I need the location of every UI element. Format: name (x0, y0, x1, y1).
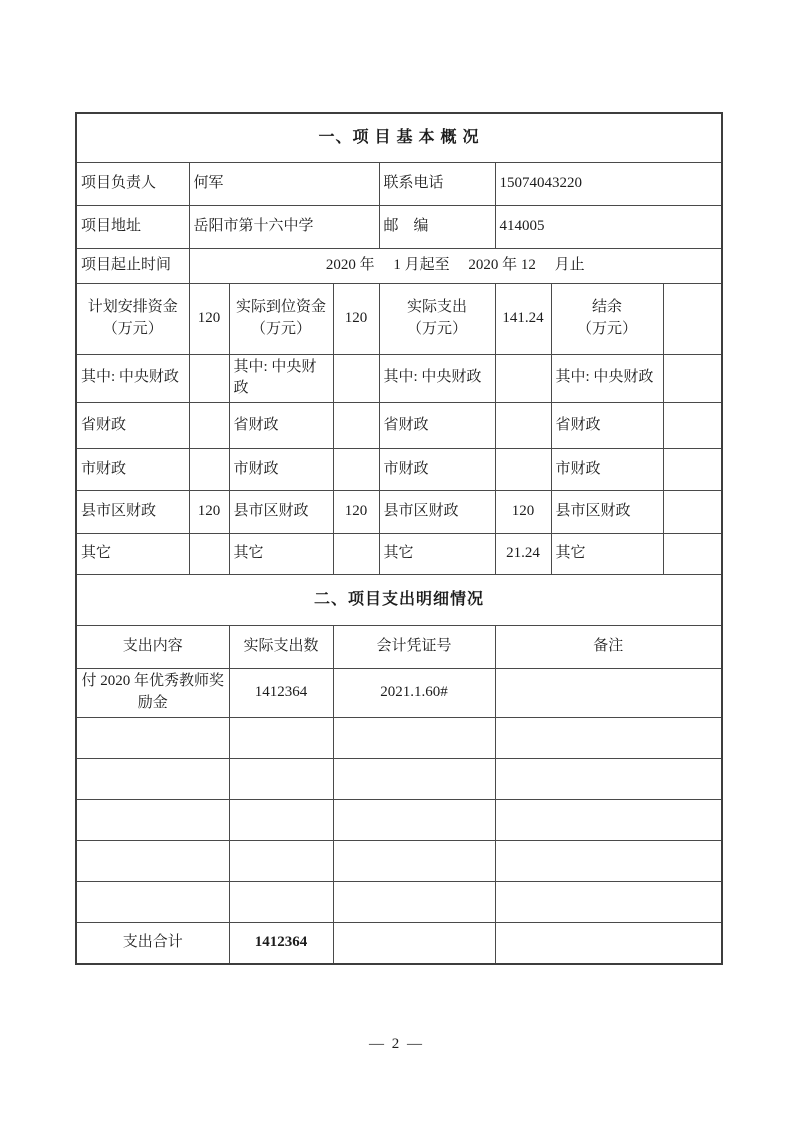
fund-row-label: 市财政 (229, 449, 333, 491)
duration-row (76, 248, 722, 283)
fund-row-label: 其它 (229, 534, 333, 575)
section1-title: 一、项 目 基 本 概 况 (76, 113, 722, 162)
total-label: 支出合计 (76, 922, 229, 964)
fund-row-label: 其它 (551, 534, 663, 575)
fund-row-label: 其中: 中央财政 (76, 354, 189, 403)
fund-row-label: 省财政 (229, 403, 333, 449)
fund-row-city (76, 449, 722, 491)
fund-row-value (189, 449, 229, 491)
fund-row-value (663, 449, 722, 491)
fund-row-value (663, 354, 722, 403)
fund-row-value (189, 403, 229, 449)
total-voucher (333, 922, 495, 964)
phone-label: 联系电话 (379, 162, 495, 205)
fund-row-value (333, 354, 379, 403)
page-number: — 2 — (369, 1036, 424, 1052)
fund-row-value (663, 491, 722, 534)
fund-row-label: 县市区财政 (551, 491, 663, 534)
fund-row-central (76, 354, 722, 403)
detail-voucher: 2021.1.60# (333, 669, 495, 718)
fund-row-value (333, 449, 379, 491)
detail-note (495, 799, 722, 840)
fund-row-value (189, 534, 229, 575)
fund-spent-label: 实际支出 （万元） (379, 283, 495, 354)
detail-note (495, 669, 722, 718)
detail-row (76, 669, 722, 718)
fund-row-label: 其中: 中央财政 (379, 354, 495, 403)
detail-voucher (333, 799, 495, 840)
fund-row-label: 其中: 中央财政 (551, 354, 663, 403)
fund-row-value (189, 354, 229, 403)
detail-content (76, 717, 229, 758)
fund-row-value (333, 403, 379, 449)
fund-row-value (495, 403, 551, 449)
col-header-note: 备注 (495, 626, 722, 669)
fund-planned-value: 120 (189, 283, 229, 354)
detail-voucher (333, 758, 495, 799)
postcode-label: 邮 编 (379, 205, 495, 248)
fund-row-value: 120 (189, 491, 229, 534)
fund-balance-label: 结余 （万元） (551, 283, 663, 354)
detail-row (76, 840, 722, 881)
project-report-table (75, 112, 723, 965)
fund-header-row (76, 283, 722, 354)
fund-row-label: 其它 (379, 534, 495, 575)
detail-content: 付 2020 年优秀教师奖励金 (76, 669, 229, 718)
fund-row-county (76, 491, 722, 534)
detail-note (495, 758, 722, 799)
address-value: 岳阳市第十六中学 (189, 205, 379, 248)
postcode-value: 414005 (495, 205, 722, 248)
fund-row-province (76, 403, 722, 449)
fund-planned-label: 计划安排资金 （万元） (76, 283, 189, 354)
duration-value: 2020 年 1 月起至 2020 年 12 月止 (189, 248, 722, 283)
address-label: 项目地址 (76, 205, 189, 248)
detail-amount (229, 799, 333, 840)
fund-row-label: 市财政 (379, 449, 495, 491)
fund-row-value: 120 (495, 491, 551, 534)
fund-row-label: 其它 (76, 534, 189, 575)
duration-label: 项目起止时间 (76, 248, 189, 283)
fund-row-label: 县市区财政 (76, 491, 189, 534)
detail-content (76, 840, 229, 881)
total-note (495, 922, 722, 964)
fund-row-value: 120 (333, 491, 379, 534)
detail-voucher (333, 717, 495, 758)
leader-value: 何军 (189, 162, 379, 205)
detail-content (76, 799, 229, 840)
section2-title: 二、项目支出明细情况 (76, 575, 722, 626)
detail-amount (229, 840, 333, 881)
fund-row-label: 省财政 (551, 403, 663, 449)
detail-amount (229, 717, 333, 758)
fund-received-value: 120 (333, 283, 379, 354)
address-row (76, 205, 722, 248)
total-amount: 1412364 (229, 922, 333, 964)
fund-row-value (495, 354, 551, 403)
col-header-amount: 实际支出数 (229, 626, 333, 669)
detail-row (76, 758, 722, 799)
detail-voucher (333, 881, 495, 922)
fund-row-label: 县市区财政 (379, 491, 495, 534)
section2-title-row (76, 575, 722, 626)
total-row (76, 922, 722, 964)
fund-row-label: 省财政 (379, 403, 495, 449)
leader-row (76, 162, 722, 205)
leader-label: 项目负责人 (76, 162, 189, 205)
detail-row (76, 799, 722, 840)
detail-amount (229, 758, 333, 799)
phone-value: 15074043220 (495, 162, 722, 205)
fund-row-label: 县市区财政 (229, 491, 333, 534)
col-header-voucher: 会计凭证号 (333, 626, 495, 669)
detail-note (495, 881, 722, 922)
fund-row-other (76, 534, 722, 575)
fund-row-label: 省财政 (76, 403, 189, 449)
fund-row-value (333, 534, 379, 575)
fund-row-value (495, 449, 551, 491)
fund-row-value (663, 534, 722, 575)
detail-amount: 1412364 (229, 669, 333, 718)
fund-row-label: 市财政 (76, 449, 189, 491)
detail-note (495, 840, 722, 881)
fund-spent-value: 141.24 (495, 283, 551, 354)
fund-row-label: 其中: 中央财政 (229, 354, 333, 403)
fund-row-label: 市财政 (551, 449, 663, 491)
col-header-content: 支出内容 (76, 626, 229, 669)
detail-amount (229, 881, 333, 922)
detail-row (76, 717, 722, 758)
detail-content (76, 758, 229, 799)
detail-header-row (76, 626, 722, 669)
fund-balance-value (663, 283, 722, 354)
detail-voucher (333, 840, 495, 881)
detail-note (495, 717, 722, 758)
fund-received-label: 实际到位资金 （万元） (229, 283, 333, 354)
section1-title-row (76, 113, 722, 162)
detail-content (76, 881, 229, 922)
fund-row-value (663, 403, 722, 449)
fund-row-value: 21.24 (495, 534, 551, 575)
detail-row (76, 881, 722, 922)
